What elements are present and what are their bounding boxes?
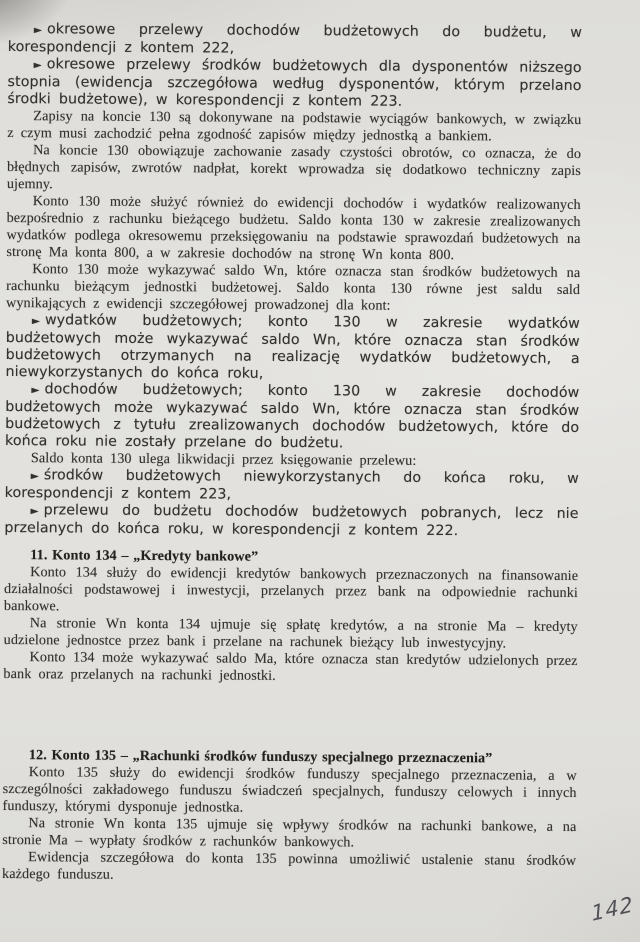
bullet-item: ► środków budżetowych niewykorzystanych do końca roku, w korespondencji z kontem 223, bbox=[4, 467, 579, 503]
paragraph: Saldo konta 130 ulega likwidacji przez księgowanie przelewu: bbox=[30, 450, 417, 469]
paragraph: Konto 130 może wykazywać saldo Wn, które oznacza stan środków budżetowych na rachunku bieżącym jednostki budżetowej. Saldo konta 130 równe jest saldu sald wynikających z ewidencji szczegółowej prowadzonej dla kont: bbox=[5, 261, 581, 314]
paragraph: Konto 130 może służyć również do ewidencji dochodów i wydatków realizowanych bezpośrednio z rachunku bieżącego budżetu. Saldo konta 130 w zakresie zrealizowanych wydatków podlega okresowemu przeksięgowaniu na podstawie sprawozdań budżetowych na stronę Ma konta 800, a w zakresie dochodów na stronę Wn konta 800. bbox=[6, 193, 581, 264]
paragraph: Konto 134 może wykazywać saldo Ma, które oznacza stan kredytów udzielonych przez bank oraz przelanych na rachunki jednostki. bbox=[3, 649, 578, 684]
bullet-item: ► dochodów budżetowych; konto 130 w zakresie dochodów budżetowych może wykazywać saldo Wn, które oznacza stan środków budżetowych z tytułu zrealizowanych dochodów budżetowych, które do końca roku nie zostały przelane do budżetu. bbox=[5, 381, 580, 452]
paragraph: Konto 135 służy do ewidencji środków funduszy specjalnego przeznaczenia, a w szczególności zakładowego funduszu świadczeń specjalnych, funduszy celowych i innych funduszy, którymi dysponuje jednostka. bbox=[2, 764, 577, 816]
bullet-triangle-icon: ► bbox=[30, 505, 39, 518]
bullet-item: ► okresowe przelewy środków budżetowych dla dysponentów niższego stopnia (ewidencja szczegółowa według dysponentów, którym przelano środki budżetowe), w korespondencji z kontem 223. bbox=[7, 56, 582, 110]
bullet-triangle-icon: ► bbox=[33, 24, 43, 37]
bullet-item: ► okresowe przelewy dochodów budżetowych do budżetu, w korespondencji z kontem 222, bbox=[7, 21, 582, 57]
paragraph: Konto 134 służy do ewidencji kredytów bankowych przeznaczonych na finansowanie działalności podstawowej i inwestycji, przelanych przez bank na odpowiednie rachunki bankowe. bbox=[3, 564, 579, 615]
paragraph: Na koncie 130 obowiązuje zachowanie zasady czystości obrotów, co oznacza, że do błędnych zapisów, zwrotów nadpłat, korekt wprowadza się dodatkowo techniczny zapis ujemny. bbox=[6, 142, 582, 193]
bullet-item: ► wydatków budżetowych; konto 130 w zakresie wydatków budżetowych może wykazywać saldo Wn, które oznacza stan środków budżetowych otrzymanych na realizację wydatków budżetowych, a niewykorzystanych do końca roku, bbox=[5, 312, 580, 382]
paragraph: Zapisy na koncie 130 są dokonywane na podstawie wyciągów bankowych, w związku z czym musi zachodzić pełna zgodność zapisów między jednostką a bankiem. bbox=[7, 108, 582, 145]
section-heading: 12. Konto 135 – „Rachunki środków funduszy specjalnego przeznaczenia” bbox=[28, 747, 493, 767]
bullet-item: ► przelewu do budżetu dochodów budżetowych pobranych, lecz nie przelanych do końca roku, w korespondencji z kontem 222. bbox=[4, 502, 579, 540]
bullet-triangle-icon: ► bbox=[33, 59, 42, 72]
handwritten-page-number: 142 bbox=[590, 892, 635, 926]
paragraph: Ewidencja szczegółowa do konta 135 powinna umożliwić ustalenie stanu środków każdego funduszu. bbox=[1, 849, 577, 883]
paragraph: Na stronie Wn konta 135 ujmuje się wpływy środków na rachunki bankowe, a na stronie Ma – wypłaty środków z rachunków bankowych. bbox=[2, 815, 577, 851]
paragraph: Na stronie Wn konta 134 ujmuje się spłatę kredytów, a na stronie Ma – kredyty udzielone jednostce przez bank i przelane na rachunek bieżący lub inwestycyjny. bbox=[3, 615, 578, 652]
section-heading: 11. Konto 134 – „Kredyty bankowe” bbox=[30, 547, 259, 565]
bullet-triangle-icon: ► bbox=[31, 315, 41, 328]
bullet-triangle-icon: ► bbox=[30, 470, 39, 483]
bullet-triangle-icon: ► bbox=[31, 384, 40, 397]
